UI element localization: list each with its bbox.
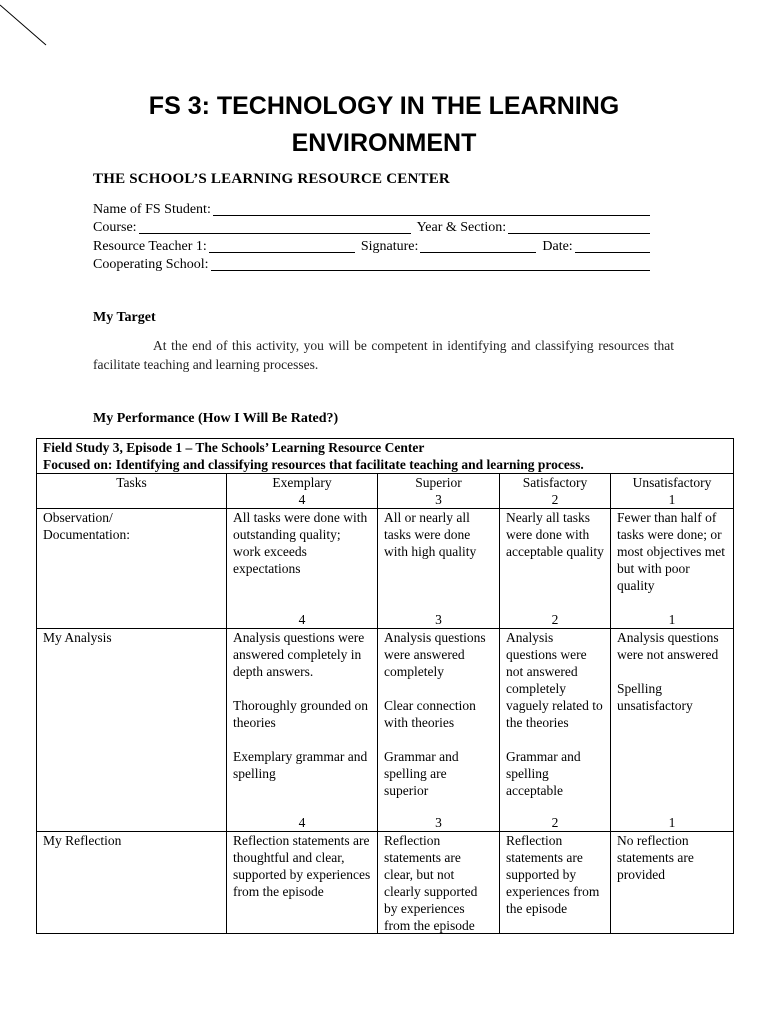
corner-fold-line	[0, 0, 60, 60]
column-head-satisfactory	[500, 474, 611, 509]
column-score: 2	[551, 492, 559, 507]
criteria-score: 4	[298, 815, 306, 830]
column-head-exemplary	[227, 474, 378, 509]
column-label: Exemplary	[272, 475, 332, 490]
form-row-school	[93, 255, 650, 274]
criteria-text: Reflection statements are supported by experiences from the episode	[506, 833, 600, 916]
column-head-unsatisfactory	[611, 474, 734, 509]
criteria-score: 2	[551, 815, 559, 830]
rubric-header-focus: Focused on: Identifying and classifying resources that facilitate teaching and learning process.	[43, 457, 584, 472]
date-field[interactable]	[575, 239, 650, 253]
page-title	[0, 88, 768, 162]
section-heading: THE SCHOOL’S LEARNING RESOURCE CENTER	[93, 171, 450, 187]
resource-teacher-field[interactable]	[209, 239, 355, 253]
criteria-text: All tasks were done with outstanding quality; work exceeds expectations	[233, 510, 368, 576]
column-label: Tasks	[116, 475, 147, 490]
criteria-cell	[227, 629, 378, 832]
column-label: Satisfactory	[522, 475, 588, 490]
criteria-text: Grammar and spelling acceptable	[506, 749, 581, 798]
criteria-cell	[500, 509, 611, 629]
rubric-header-row	[37, 439, 734, 474]
resource-teacher-label: Resource Teacher 1:	[93, 238, 207, 254]
criteria-cell	[227, 832, 378, 934]
form-row-name	[93, 199, 650, 218]
task-label: My Reflection	[43, 833, 122, 848]
page-title-line-1: FS 3: TECHNOLOGY IN THE LEARNING	[148, 92, 620, 120]
name-label: Name of FS Student:	[93, 201, 211, 217]
criteria-score: 3	[435, 815, 442, 830]
criteria-text: Analysis questions were answered completely	[384, 630, 486, 679]
criteria-cell	[378, 509, 500, 629]
rubric-header-cell	[37, 439, 734, 474]
column-score: 4	[298, 492, 306, 507]
criteria-text: Exemplary grammar and spelling	[233, 749, 368, 781]
criteria-text: Reflection statements are thoughtful and clear, supported by experiences from the episode	[233, 833, 371, 899]
criteria-cell	[611, 832, 734, 934]
criteria-text: Fewer than half of tasks were done; or most objectives met but with poor quality	[617, 510, 725, 593]
column-label: Unsatisfactory	[632, 475, 712, 490]
criteria-cell	[500, 832, 611, 934]
rubric-header-title: Field Study 3, Episode 1 – The Schools’ Learning Resource Center	[43, 440, 425, 455]
criteria-text: Analysis questions were not answered completely vaguely related to the theories	[506, 630, 603, 730]
criteria-cell	[378, 832, 500, 934]
form-row-course	[93, 218, 650, 237]
year-section-label: Year & Section:	[416, 220, 507, 235]
column-label: Superior	[415, 475, 462, 490]
criteria-text: Grammar and spelling are superior	[384, 749, 459, 798]
criteria-score: 3	[435, 612, 442, 627]
criteria-cell	[227, 509, 378, 629]
criteria-text: Spelling unsatisfactory	[617, 681, 693, 713]
rubric-column-head-row	[37, 474, 734, 509]
performance-heading: My Performance (How I Will Be Rated?)	[93, 411, 339, 426]
rubric-body	[37, 509, 734, 934]
signature-field[interactable]	[420, 239, 536, 253]
criteria-cell	[611, 509, 734, 629]
date-label: Date:	[542, 238, 573, 254]
criteria-score: 1	[668, 612, 676, 627]
criteria-score: 1	[668, 815, 676, 830]
table-row	[37, 629, 734, 832]
rubric-table	[36, 438, 734, 934]
name-field[interactable]	[213, 202, 650, 216]
table-row	[37, 509, 734, 629]
course-label: Course:	[93, 220, 137, 235]
criteria-text: All or nearly all tasks were done with high quality	[384, 510, 477, 559]
criteria-cell	[611, 629, 734, 832]
criteria-text: Clear connection with theories	[384, 698, 476, 730]
table-row	[37, 832, 734, 934]
column-score: 1	[668, 492, 676, 507]
task-cell	[37, 629, 227, 832]
criteria-text: Analysis questions were answered completely in depth answers.	[233, 630, 365, 679]
column-head-tasks	[37, 474, 227, 509]
target-text: At the end of this activity, you will be competent in identifying and classifying resources that facilitate teaching and learning processes.	[93, 338, 674, 372]
signature-label: Signature:	[360, 238, 419, 254]
criteria-cell	[500, 629, 611, 832]
column-score: 3	[435, 492, 442, 507]
task-label: My Analysis	[43, 630, 112, 645]
criteria-text: Nearly all tasks were done with acceptable quality	[506, 510, 604, 559]
criteria-score: 2	[551, 612, 559, 627]
task-cell	[37, 509, 227, 629]
cooperating-school-label: Cooperating School:	[93, 257, 209, 272]
page-title-line-2: ENVIRONMENT	[291, 129, 477, 157]
target-heading: My Target	[93, 310, 156, 325]
column-head-superior	[378, 474, 500, 509]
year-section-field[interactable]	[508, 220, 650, 234]
task-cell	[37, 832, 227, 934]
student-info-form	[93, 199, 650, 273]
course-field[interactable]	[139, 220, 411, 234]
criteria-text: Thoroughly grounded on theories	[233, 698, 368, 730]
criteria-text: Analysis questions were not answered	[617, 630, 719, 662]
criteria-cell	[378, 629, 500, 832]
criteria-text: Reflection statements are clear, but not clearly supported by experiences from the episode	[384, 833, 478, 933]
criteria-score: 4	[298, 612, 306, 627]
criteria-text: No reflection statements are provided	[617, 833, 694, 882]
task-label: Observation/ Documentation:	[43, 510, 130, 542]
form-row-teacher	[93, 236, 650, 255]
cooperating-school-field[interactable]	[211, 257, 651, 271]
